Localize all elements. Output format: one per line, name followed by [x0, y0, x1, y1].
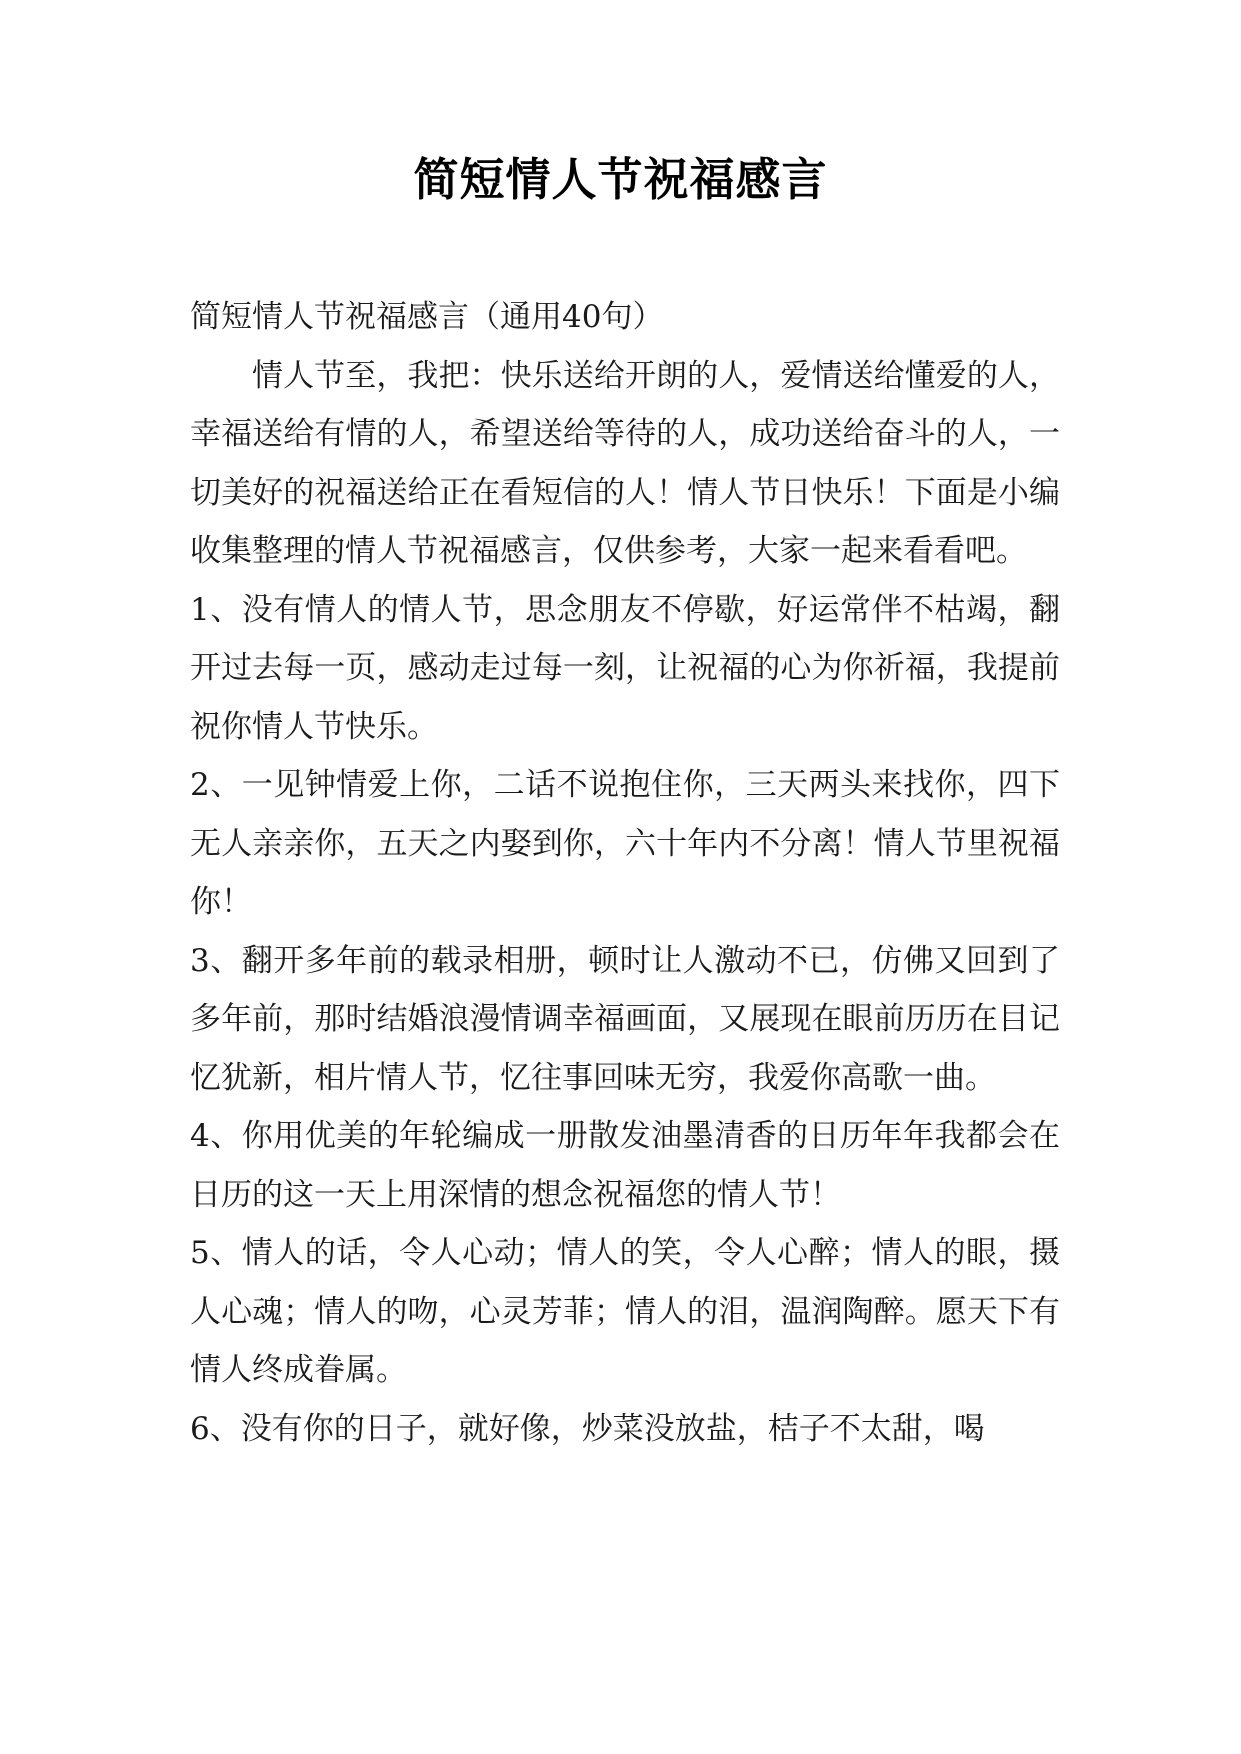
list-item-4: 4、你用优美的年轮编成一册散发油墨清香的日历年年我都会在日历的这一天上用深情的想念祝福您的情人节！ — [190, 1118, 1060, 1213]
document-title: 简短情人节祝福感言 — [413, 153, 828, 206]
document-subtitle: 简短情人节祝福感言（通用40句） — [190, 299, 664, 335]
list-item-1: 1、没有情人的情人节，思念朋友不停歇，好运常伴不枯竭，翻开过去每一页，感动走过每一刻，让祝福的心为你祈福，我提前祝你情人节快乐。 — [190, 591, 1060, 745]
list-item-6: 6、没有你的日子，就好像，炒菜没放盐，桔子不太甜，喝 — [190, 1410, 985, 1447]
document-body — [190, 288, 1060, 1458]
list-item-3: 3、翻开多年前的载录相册，顿时让人激动不已，仿佛又回到了多年前，那时结婚浪漫情调幸福画面，又展现在眼前历历在目记忆犹新，相片情人节，忆往事回味无穷，我爱你高歌一曲。 — [190, 942, 1060, 1096]
intro-paragraph: 情人节至，我把：快乐送给开朗的人，爱情送给懂爱的人，幸福送给有情的人，希望送给等待的人，成功送给奋斗的人，一切美好的祝福送给正在看短信的人！情人节日快乐！下面是小编收集整理的情人节祝福感言，仅供参考，大家一起来看看吧。 — [190, 357, 1060, 569]
list-item-2: 2、一见钟情爱上你，二话不说抱住你，三天两头来找你，四下无人亲亲你，五天之内娶到你，六十年内不分离！情人节里祝福你！ — [190, 767, 1060, 920]
list-item-5: 5、情人的话，令人心动；情人的笑，令人心醉；情人的眼，摄人心魂；情人的吻，心灵芳菲；情人的泪，温润陶醉。愿天下有情人终成眷属。 — [190, 1235, 1060, 1388]
